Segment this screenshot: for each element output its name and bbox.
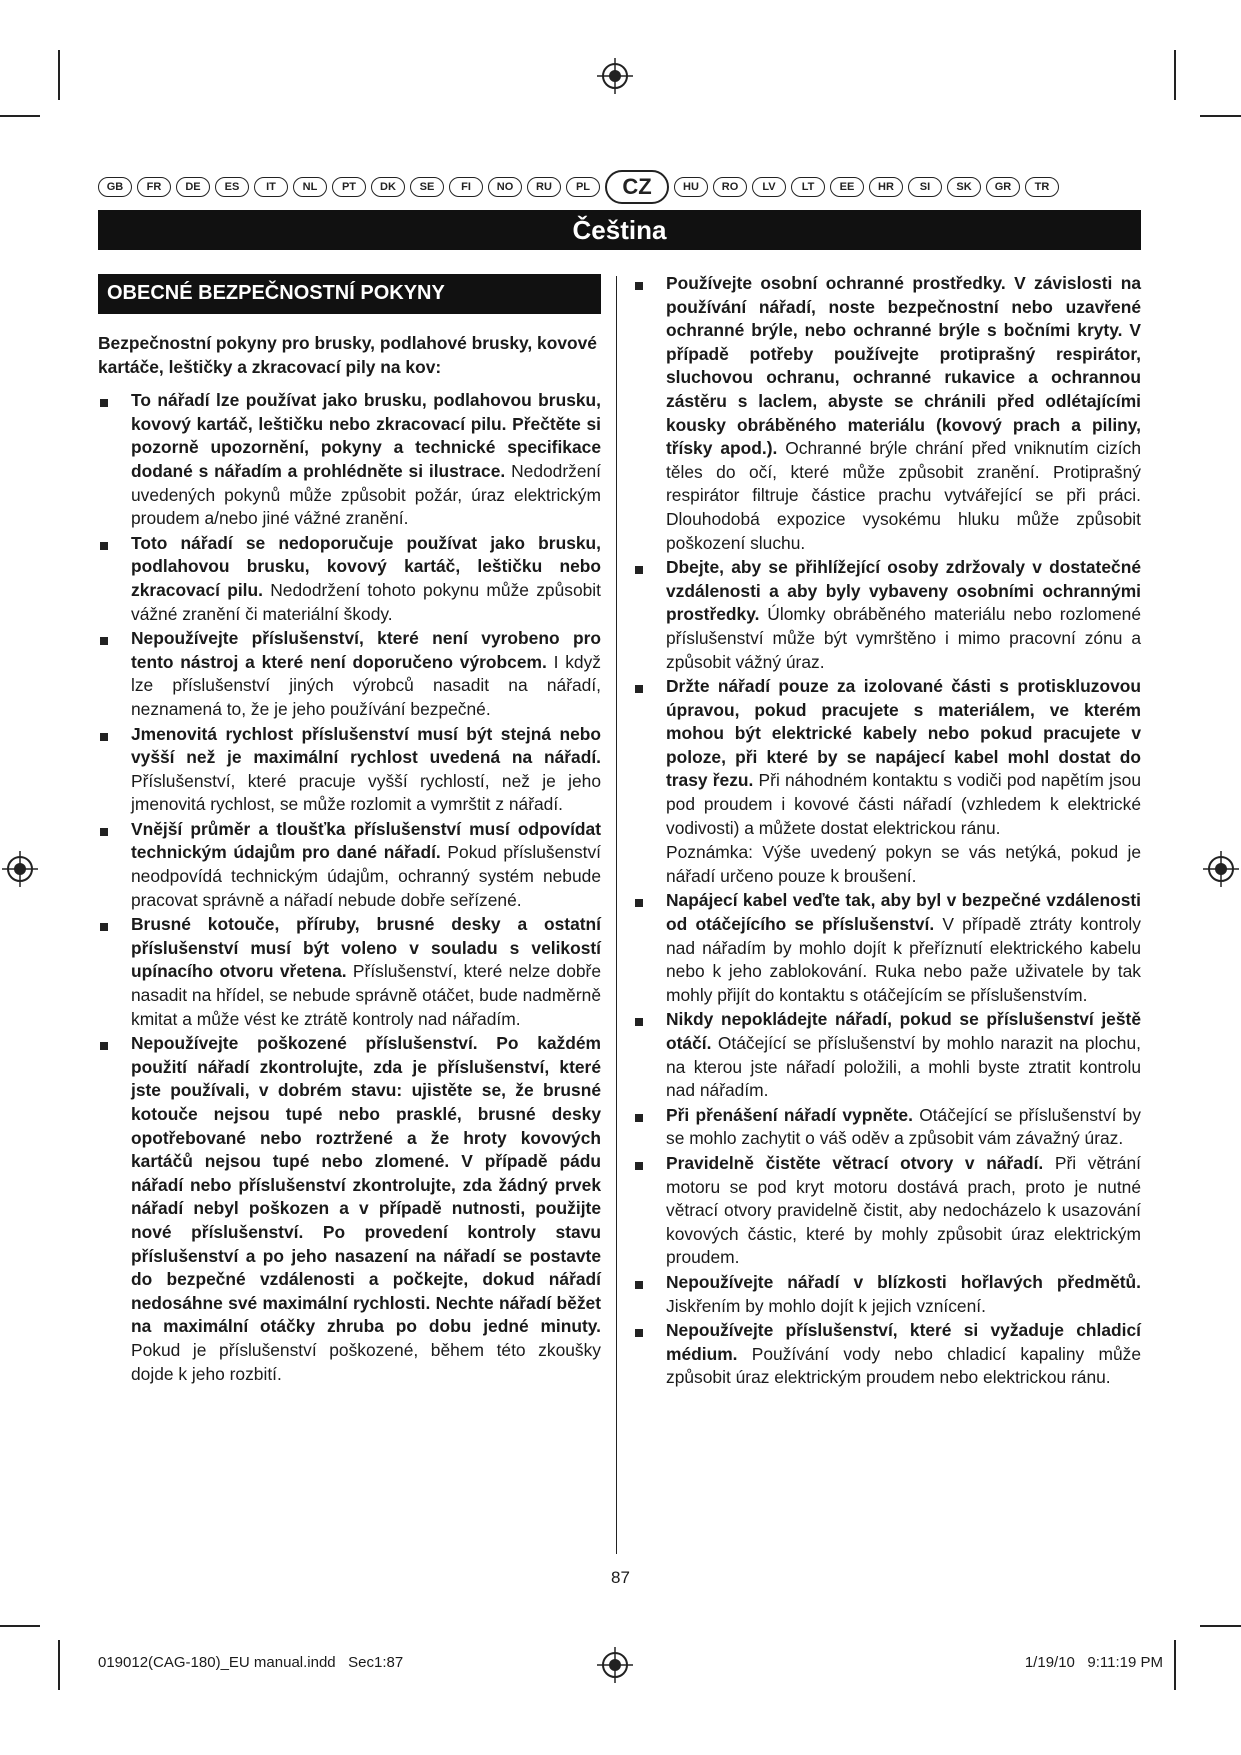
- language-pl: PL: [566, 177, 600, 197]
- footer-file-info: 019012(CAG-180)_EU manual.indd Sec1:87: [98, 1654, 404, 1671]
- footer-timestamp: 1/19/10 9:11:19 PM: [1024, 1654, 1163, 1671]
- left-list: [98, 389, 601, 1386]
- crop-mark: [0, 115, 40, 117]
- list-item-text: Otáčející se příslušenství by se mohlo zachytit o váš oděv a způsobit vám závažný úraz.: [666, 1104, 1141, 1149]
- language-de: DE: [176, 177, 210, 197]
- list-item-text: Pokud je příslušenství poškozené, během této zkoušky dojde k jeho rozbití.: [131, 1339, 601, 1384]
- list-item: [633, 1104, 1141, 1151]
- list-item-bold-text: Vnější průměr a tloušťka příslušenství musí odpovídat technickým údajům pro dané nářadí.: [131, 818, 601, 863]
- left-column: [98, 274, 601, 1387]
- list-item: [98, 532, 601, 626]
- list-item-bold-text: Nepoužívejte příslušenství, které si vyžaduje chladicí médium.: [666, 1320, 1141, 1364]
- registration-mark-icon: [597, 1647, 633, 1683]
- list-item: [98, 627, 601, 721]
- language-ru: RU: [527, 177, 561, 197]
- list-item-bold-text: Nepoužívejte příslušenství, které není vyrobeno pro tento nástroj a které není doporučeno výrobcem.: [131, 628, 601, 672]
- language-lv: LV: [752, 177, 786, 197]
- list-item: [633, 675, 1141, 840]
- language-si: SI: [908, 177, 942, 197]
- list-item-bold-text: Nepoužívejte poškozené příslušenství. Po každém použití nářadí zkontrolujte, zda je příslušenství, které jste používali, v dobrém stavu: ujistěte se, že brusné kotouče nejsou tupé nebo prasklé, brusné desky opotřebované nebo roztržené a že hroty kovových kartáčů nejsou tupé nebo zlomené. V případě pádu nářadí nebo příslušenství zkontrolujte, zda žádný prvek nářadí nebyl poškozen a v případě nutnosti, použijte nové příslušenství. Po provedení kontroly stavu příslušenství a po jeho nasazení na nářadí se postavte do bezpečné vzdálenosti a počkejte, dokud nářadí nedosáhne své maximální rychlosti. Nechte nářadí běžet na maximální otáčky zhruba po dobu jedné minuty.: [131, 1033, 601, 1337]
- language-fr: FR: [137, 177, 171, 197]
- list-item: [98, 723, 601, 817]
- crop-mark: [1200, 1625, 1241, 1627]
- list-item-bold-text: Při přenášení nářadí vypněte.: [666, 1104, 913, 1125]
- list-item: [633, 272, 1141, 555]
- language-it: IT: [254, 177, 288, 197]
- language-sk: SK: [947, 177, 981, 197]
- list-item-bold-text: Používejte osobní ochranné prostředky. V závislosti na používání nářadí, noste bezpečnostní nebo uzavřené ochranné brýle, nebo ochranné brýle s bočními kryty. V případě potřeby používejte protiprašný respirátor, sluchovou ochranu, ochranné rukavice a ochrannou zástěru s laclem, abyste se chránili před odlétajícími kousky obráběného materiálu (kovový prach a piliny, třísky apod.).: [666, 273, 1141, 459]
- list-item-bold-text: Toto nářadí se nedoporučuje používat jako brusku, podlahovou brusku, kovový kartáč, leštičku nebo zkracovací pilu.: [131, 532, 601, 600]
- list-item-bold-text: Brusné kotouče, příruby, brusné desky a ostatní příslušenství musí být voleno v souladu s velikostí upínacího otvoru vřetena.: [131, 914, 601, 982]
- list-item-text: Příslušenství, které nelze dobře nasadit na hřídel, se nebude správně otáčet, bude nadměrně kmitat a může vést ke ztrátě kontroly nad nářadím.: [131, 961, 602, 1029]
- language-gr: GR: [986, 177, 1020, 197]
- list-item: [633, 556, 1141, 674]
- list-item-text: Pokud příslušenství neodpovídá technickým údajům, ochranný systém nebude pracovat správně a nářadí nebude dobře seřízené.: [131, 842, 601, 910]
- right-column: [633, 272, 1141, 1391]
- list-item: [633, 1008, 1141, 1102]
- page-number: 87: [611, 1568, 630, 1587]
- list-item-bold-text: To nářadí lze používat jako brusku, podlahovou brusku, kovový kartáč, leštičku nebo zkracovací pilu. Přečtěte si pozorně upozornění, pokyny a technické specifikace dodané s nářadím a prohlédněte si ilustrace.: [131, 390, 601, 481]
- language-bar: [98, 170, 1138, 204]
- list-item-text: Úlomky obráběného materiálu nebo rozlomené příslušenství může být vymrštěno i mimo pracovní zónu a způsobit vážný úraz.: [666, 604, 1141, 672]
- list-item: [633, 1152, 1141, 1270]
- intro-text: Bezpečnostní pokyny pro brusky, podlahové brusky, kovové kartáče, leštičky a zkracovací pily na kov:: [98, 333, 597, 377]
- list-item-bold-text: Jmenovitá rychlost příslušenství musí být stejná nebo vyšší než je maximální rychlost uvedená na nářadí.: [131, 723, 601, 768]
- registration-mark-icon: [597, 58, 633, 94]
- language-dk: DK: [371, 177, 405, 197]
- list-item: [633, 841, 1141, 888]
- list-item-text: Příslušenství, které pracuje vyšší rychlostí, než je jeho jmenovitá rychlost, se může rozlomit a vymrštit z nářadí.: [131, 770, 601, 815]
- registration-mark-icon: [1203, 851, 1239, 887]
- list-item-bold-text: Nikdy nepokládejte nářadí, pokud se příslušenství ještě otáčí.: [666, 1009, 1141, 1053]
- page-title: Čeština: [98, 210, 1141, 250]
- list-item: [98, 913, 601, 1031]
- column-divider: [616, 276, 617, 1554]
- list-item-text: I když lze příslušenství jiných výrobců nasadit na nářadí, neznamená to, že je jeho používání bezpečné.: [131, 651, 601, 719]
- language-nl: NL: [293, 177, 327, 197]
- language-hr: HR: [869, 177, 903, 197]
- language-no: NO: [488, 177, 522, 197]
- list-item: [633, 889, 1141, 1007]
- language-cz: CZ: [605, 170, 669, 204]
- list-item-text: Nedodržení uvedených pokynů může způsobit požár, úraz elektrickým proudem a/nebo jiné vážné zranění.: [131, 460, 601, 529]
- list-item-text: Otáčející se příslušenství by mohlo narazit na plochu, na kterou jste nářadí položili, a mohli byste ztratit kontrolu nad nářadím.: [666, 1033, 1141, 1101]
- list-item: [98, 1032, 601, 1386]
- list-item-text: Při náhodném kontaktu s vodiči pod napětím jsou pod proudem i kovové části nářadí (vzhledem k elektrické vodivosti) a můžete dostat elektrickou ránu.: [666, 770, 1141, 838]
- language-ro: RO: [713, 177, 747, 197]
- list-item-text: V případě ztráty kontroly nad nářadím by mohlo dojít k přeříznutí elektrického kabelu nebo k jeho zablokování. Ruka nebo paže uživatele by tak mohly přijít do kontaktu s otáčejícím se příslušenstvím.: [666, 914, 1141, 1005]
- list-item-bold-text: Držte nářadí pouze za izolované části s protiskluzovou úpravou, pokud pracujete s materiálem, ve kterém mohou být elektrické kabely nebo pokud pracujete v poloze, při které by se napájecí kabel mohl dostat do trasy řezu.: [666, 676, 1141, 791]
- list-item: [98, 389, 601, 531]
- crop-mark: [58, 1640, 60, 1690]
- crop-mark: [1174, 1640, 1176, 1690]
- language-gb: GB: [98, 177, 132, 197]
- language-pt: PT: [332, 177, 366, 197]
- right-list: [633, 272, 1141, 1390]
- language-ee: EE: [830, 177, 864, 197]
- registration-mark-icon: [2, 851, 38, 887]
- crop-mark: [58, 50, 60, 100]
- list-item-text: Nedodržení tohoto pokynu může způsobit vážné zranění či materiální škody.: [131, 579, 601, 624]
- list-item-bold-text: Pravidelně čistěte větrací otvory v nářadí.: [666, 1152, 1044, 1173]
- list-item-text: Poznámka: Výše uvedený pokyn se vás netýká, pokud je nářadí určeno pouze k broušení.: [666, 842, 1141, 886]
- language-hu: HU: [674, 177, 708, 197]
- language-lt: LT: [791, 177, 825, 197]
- list-item: [633, 1319, 1141, 1390]
- crop-mark: [1200, 115, 1241, 117]
- language-es: ES: [215, 177, 249, 197]
- list-item-text: Používání vody nebo chladicí kapaliny může způsobit úraz elektrickým proudem nebo elektrickou ránu.: [666, 1343, 1141, 1388]
- list-item: [98, 818, 601, 912]
- section-heading: OBECNÉ BEZPEČNOSTNÍ POKYNY: [98, 274, 601, 314]
- list-item: [633, 1271, 1141, 1318]
- crop-mark: [1174, 50, 1176, 100]
- crop-mark: [0, 1625, 40, 1627]
- list-item-bold-text: Nepoužívejte nářadí v blízkosti hořlavých předmětů.: [666, 1271, 1141, 1292]
- list-item-text: Jiskřením by mohlo dojít k jejich vznícení.: [666, 1295, 986, 1316]
- list-item-text: Ochranné brýle chrání před vniknutím cizích těles do očí, které může způsobit zranění. Protiprašný respirátor filtruje částice prachu vytvářející se při práci. Dlouhodobá expozice vysokému hluku může způsobit poškození sluchu.: [666, 438, 1142, 553]
- list-item-bold-text: Dbejte, aby se přihlížející osoby zdržovaly v dostatečné vzdálenosti a aby byly vybaveny osobními ochrannými prostředky.: [666, 557, 1141, 625]
- list-item-text: Při větrání motoru se pod kryt motoru dostává prach, proto je nutné větrací otvory pravidelně čistit, aby nedocházelo k usazování kovových částic, které by mohly způsobit úraz elektrickým proudem.: [666, 1152, 1141, 1268]
- language-se: SE: [410, 177, 444, 197]
- language-tr: TR: [1025, 177, 1059, 197]
- list-item-bold-text: Napájecí kabel veďte tak, aby byl v bezpečné vzdálenosti od otáčejícího se příslušenství.: [666, 890, 1141, 935]
- language-fi: FI: [449, 177, 483, 197]
